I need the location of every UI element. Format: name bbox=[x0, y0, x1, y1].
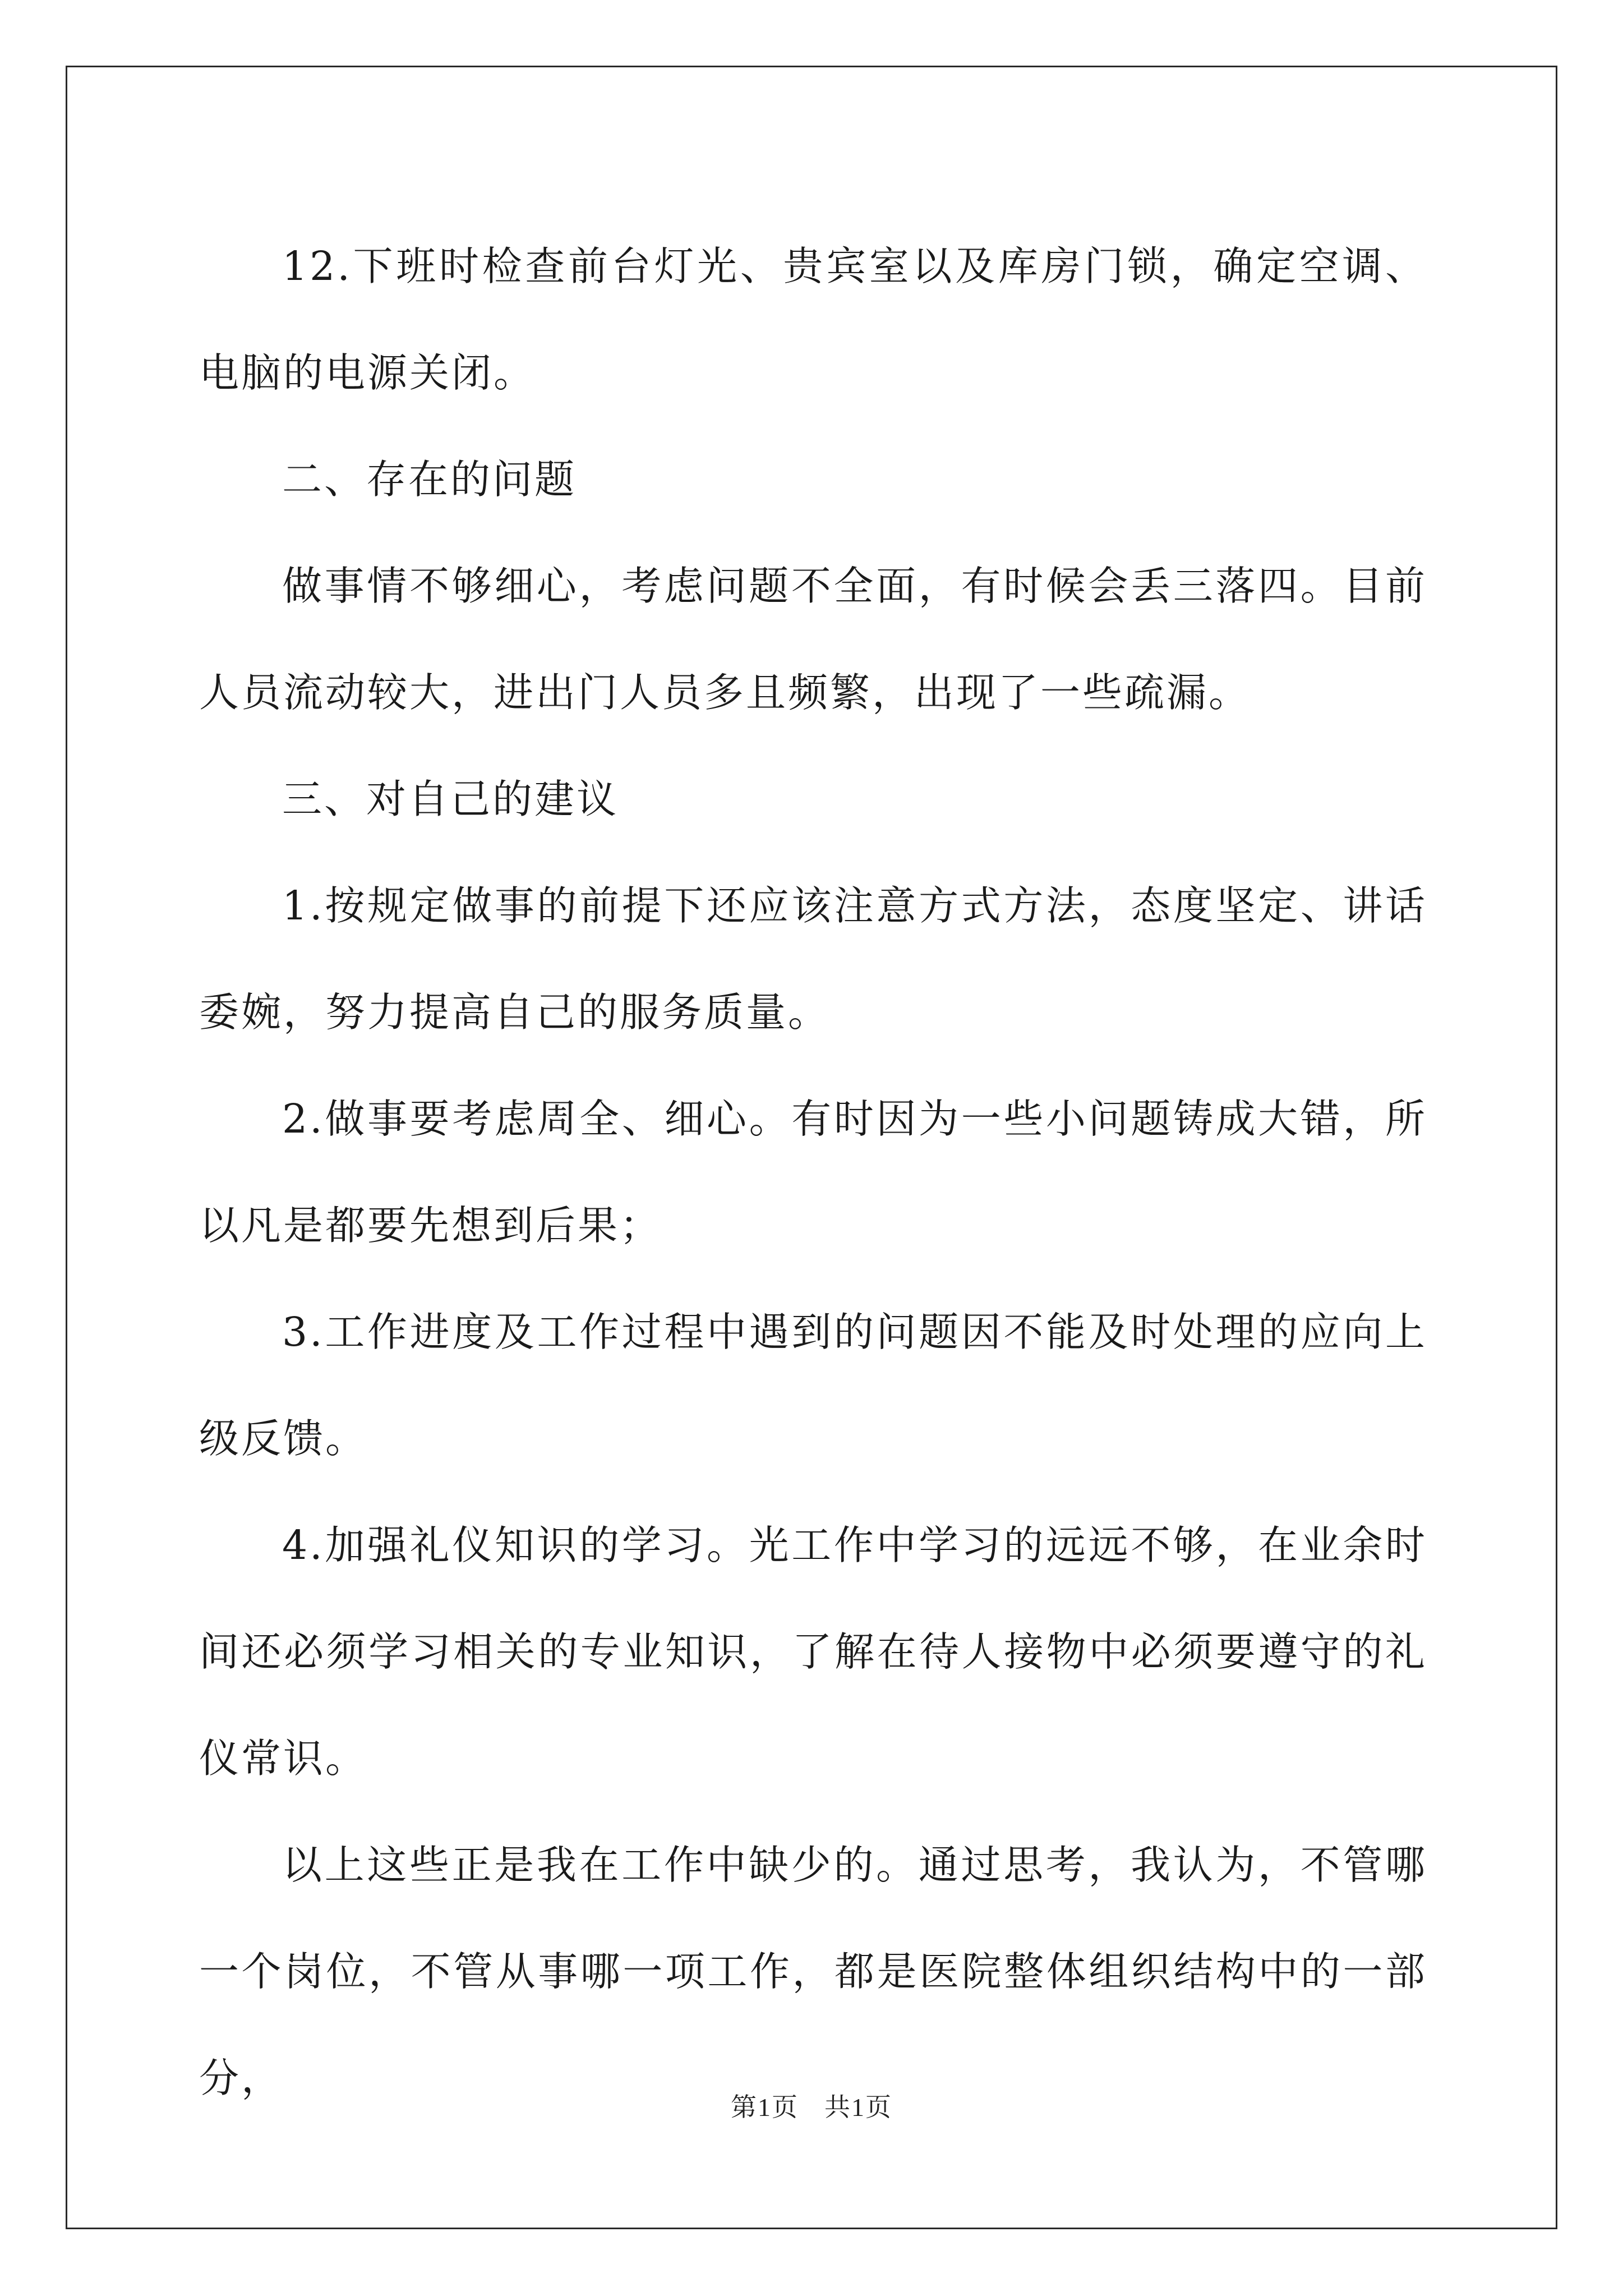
page-number: 第1页 bbox=[731, 2093, 799, 2122]
paragraph-suggestion-4: 4.加强礼仪知识的学习。光工作中学习的远远不够，在业余时间还必须学习相关的专业知识，了解在待人接物中必须要遵守的礼仪常识。 bbox=[199, 1522, 1427, 1782]
paragraph-suggestion-1: 1.按规定做事的前提下还应该注意方式方法，态度坚定、讲话委婉，努力提高自己的服务质量。 bbox=[199, 882, 1427, 1036]
page-footer bbox=[0, 2087, 1623, 2124]
document-body bbox=[199, 213, 1427, 2132]
page-total: 共1页 bbox=[824, 2093, 892, 2122]
paragraph-suggestion-2: 2.做事要考虑周全、细心。有时因为一些小问题铸成大错，所以凡是都要先想到后果； bbox=[199, 1096, 1427, 1249]
paragraph-conclusion: 以上这些正是我在工作中缺少的。通过思考，我认为，不管哪一个岗位，不管从事哪一项工作，都是医院整体组织结构中的一部分， bbox=[199, 1842, 1427, 2101]
paragraph-suggestion-3: 3.工作进度及工作过程中遇到的问题因不能及时处理的应向上级反馈。 bbox=[199, 1309, 1427, 1462]
section-heading-problems: 二、存在的问题 bbox=[282, 456, 577, 503]
paragraph-problems: 做事情不够细心，考虑问题不全面，有时候会丢三落四。目前人员流动较大，进出门人员多且频繁，出现了一些疏漏。 bbox=[199, 563, 1427, 716]
paragraph-item-12: 12.下班时检查前台灯光、贵宾室以及库房门锁，确定空调、电脑的电源关闭。 bbox=[199, 243, 1427, 396]
section-heading-suggestions: 三、对自己的建议 bbox=[282, 776, 619, 822]
